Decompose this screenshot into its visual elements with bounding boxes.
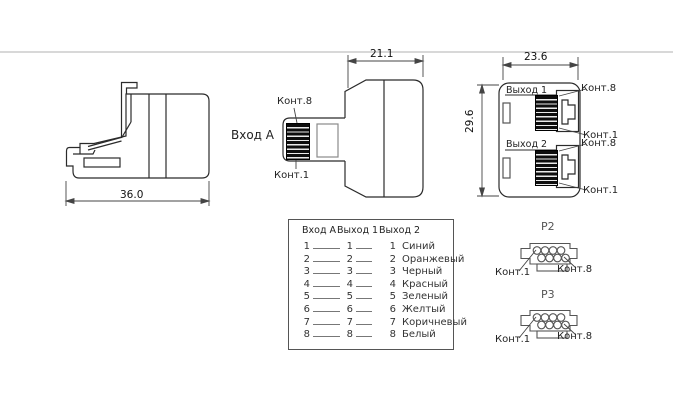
jack1-contact8-label: Конт.8 bbox=[581, 83, 617, 94]
p3-contact8-label: Конт.8 bbox=[557, 331, 593, 342]
front-contact8-label: Конт.8 bbox=[277, 96, 313, 107]
pin-out2: 8 bbox=[389, 329, 396, 340]
pinout-row bbox=[289, 317, 467, 329]
pinout-header-out2: Выход 2 bbox=[379, 225, 421, 236]
pin-out2: 1 bbox=[389, 241, 396, 252]
pin-out1: 7 bbox=[346, 317, 353, 328]
input-plug-contacts bbox=[286, 123, 310, 160]
pinout-row bbox=[289, 304, 453, 316]
pinout-row bbox=[289, 291, 453, 303]
dim-36-label: 36.0 bbox=[120, 189, 144, 201]
wire-line bbox=[313, 248, 340, 249]
pin-out2: 6 bbox=[389, 304, 396, 315]
pin-out2: 3 bbox=[389, 266, 396, 277]
pinout-row bbox=[289, 329, 453, 341]
pin-out2: 5 bbox=[389, 291, 396, 302]
wire-line bbox=[313, 324, 340, 325]
pinout-row bbox=[289, 266, 453, 278]
pin-in: 7 bbox=[303, 317, 310, 328]
input-a-label: Вход А bbox=[231, 128, 274, 142]
jack1-contact1-label: Конт.1 bbox=[583, 130, 619, 141]
pin-out1: 4 bbox=[346, 279, 353, 290]
jack2-contact8-label: Конт.8 bbox=[581, 138, 617, 149]
jack2-contacts bbox=[535, 150, 558, 186]
pin-out2: 7 bbox=[389, 317, 396, 328]
wire-line bbox=[313, 336, 340, 337]
wire-color: Зеленый bbox=[402, 291, 449, 302]
wire-color: Красный bbox=[402, 279, 449, 290]
jack1-contacts bbox=[535, 95, 558, 131]
wire-color: Желтый bbox=[402, 304, 446, 315]
wire-line bbox=[356, 273, 372, 274]
pin-out1: 6 bbox=[346, 304, 353, 315]
wire-color: Белый bbox=[402, 329, 436, 340]
jack2-contact1-label: Конт.1 bbox=[583, 185, 619, 196]
wire-color: Коричневый bbox=[402, 317, 467, 328]
dim-296-lines bbox=[477, 85, 499, 196]
side-view-drawing bbox=[67, 83, 210, 179]
p3-title: P3 bbox=[541, 288, 555, 301]
pinout-header-input: Вход А bbox=[302, 225, 337, 236]
pin-in: 4 bbox=[303, 279, 310, 290]
wire-line bbox=[313, 286, 340, 287]
pin-in: 6 bbox=[303, 304, 310, 315]
wire-line bbox=[313, 311, 340, 312]
pinout-row bbox=[289, 241, 453, 253]
wire-line bbox=[356, 311, 372, 312]
pin-in: 3 bbox=[303, 266, 310, 277]
wire-line bbox=[356, 261, 372, 262]
output1-label: Выход 1 bbox=[506, 85, 548, 96]
p2-contact8-label: Конт.8 bbox=[557, 264, 593, 275]
pin-out2: 4 bbox=[389, 279, 396, 290]
wire-line bbox=[313, 273, 340, 274]
p2-contact1-label: Конт.1 bbox=[495, 267, 531, 278]
pin-out1: 8 bbox=[346, 329, 353, 340]
pinout-row bbox=[289, 254, 465, 266]
wire-line bbox=[313, 261, 340, 262]
pin-out2: 2 bbox=[389, 254, 396, 265]
wire-line bbox=[356, 286, 372, 287]
pinout-row bbox=[289, 279, 453, 291]
pin-in: 1 bbox=[303, 241, 310, 252]
pinout-header-out1: Выход 1 bbox=[337, 225, 379, 236]
pin-in: 8 bbox=[303, 329, 310, 340]
wire-color: Синий bbox=[402, 241, 436, 252]
front-contact1-label: Конт.1 bbox=[274, 170, 310, 181]
wire-line bbox=[356, 298, 372, 299]
pin-out1: 2 bbox=[346, 254, 353, 265]
wire-color: Оранжевый bbox=[402, 254, 465, 265]
wire-line bbox=[356, 336, 372, 337]
wire-line bbox=[356, 248, 372, 249]
p2-title: P2 bbox=[541, 220, 555, 233]
p3-contact1-label: Конт.1 bbox=[495, 334, 531, 345]
wire-line bbox=[356, 324, 372, 325]
wire-line bbox=[313, 298, 340, 299]
pinout-table bbox=[288, 219, 467, 350]
dim-236-label: 23.6 bbox=[524, 51, 548, 63]
wire-color: Черный bbox=[402, 266, 443, 277]
pin-out1: 1 bbox=[346, 241, 353, 252]
dim-296-label: 29.6 bbox=[464, 109, 476, 133]
pin-in: 5 bbox=[303, 291, 310, 302]
pin-out1: 5 bbox=[346, 291, 353, 302]
pin-out1: 3 bbox=[346, 266, 353, 277]
output2-label: Выход 2 bbox=[506, 139, 548, 150]
dim-211-label: 21.1 bbox=[370, 48, 394, 60]
pin-in: 2 bbox=[303, 254, 310, 265]
